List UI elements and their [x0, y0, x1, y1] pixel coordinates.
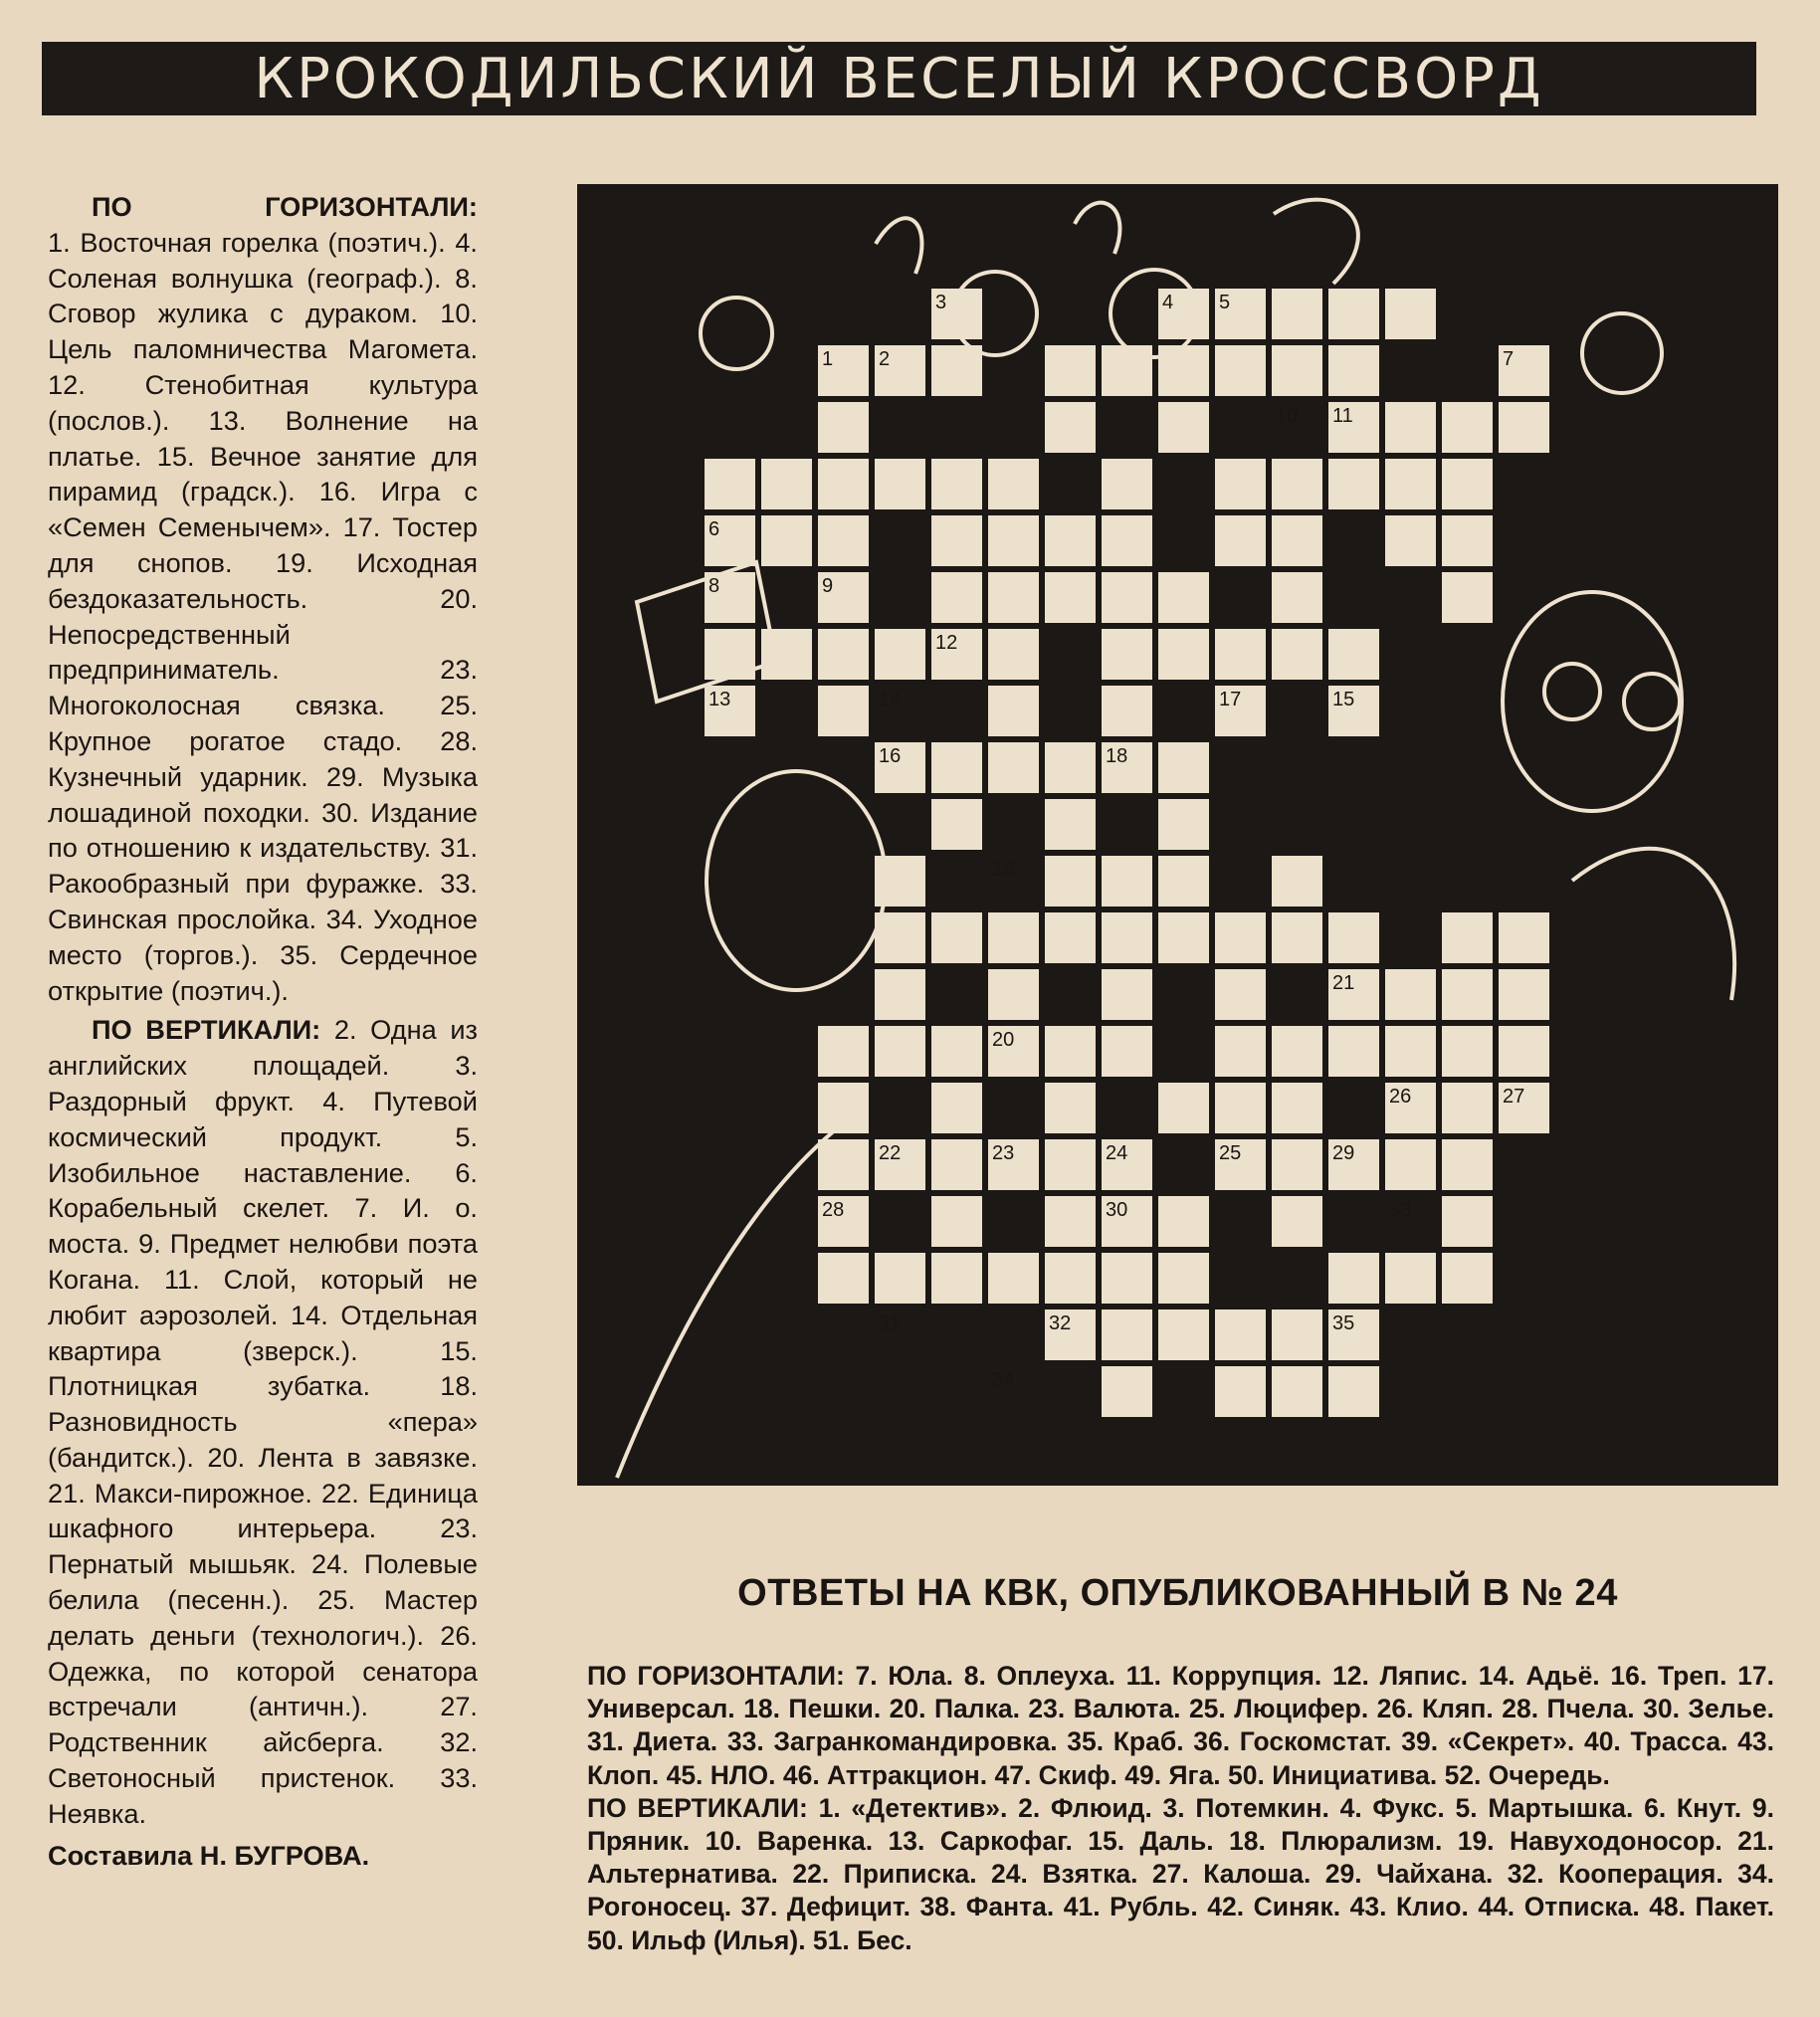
- grid-cell: [818, 629, 869, 680]
- grid-cell: [931, 1083, 982, 1133]
- grid-cell: [1102, 686, 1152, 736]
- grid-cell: [1102, 629, 1152, 680]
- title-banner: [42, 42, 1756, 115]
- grid-cell: [1102, 1026, 1152, 1077]
- grid-cell: [988, 459, 1039, 509]
- grid-number: 10: [1276, 405, 1299, 427]
- grid-cell: [1045, 515, 1096, 566]
- grid-cell: [818, 686, 869, 736]
- grid-cell: [1045, 402, 1096, 453]
- answers-title: ОТВЕТЫ НА КВК, ОПУБЛИКОВАННЫЙ В № 24: [737, 1572, 1618, 1614]
- grid-cell: [1215, 969, 1266, 1020]
- grid-number: 30: [1106, 1199, 1128, 1221]
- grid-cell: [1442, 402, 1493, 453]
- grid-cell: [1499, 402, 1549, 453]
- grid-cell: [1158, 345, 1209, 396]
- grid-cell: [1158, 1310, 1209, 1360]
- grid-number: 9: [822, 575, 834, 597]
- grid-cell: [818, 1083, 869, 1133]
- grid-cell: [1158, 1253, 1209, 1304]
- grid-cell: [931, 515, 982, 566]
- grid-cell: [1102, 856, 1152, 907]
- grid-number: 32: [1049, 1312, 1072, 1334]
- grid-number: 21: [1332, 972, 1355, 994]
- grid-cell: [875, 856, 925, 907]
- grid-cell: [1272, 1196, 1322, 1247]
- grid-cell: [1215, 1310, 1266, 1360]
- grid-cell: [1102, 969, 1152, 1020]
- grid-cell: [1442, 1139, 1493, 1190]
- grid-cell: [931, 1139, 982, 1190]
- grid-cell: [1102, 572, 1152, 623]
- answers-across: ПО ГОРИЗОНТАЛИ: 7. Юла. 8. Оплеуха. 11. Коррупция. 12. Ляпис. 14. Адьё. 16. Треп. 17. Универсал. 18. Пешки. 20. Палка. 23. Валюта. 25. Люцифер. 26. Кляп. 28. Пчела. 30. Зелье. 31. Диета. 33. Загранкомандировка. 35. Краб. 36. Госкомстат. 39. «Секрет». 40. Трасса. 43. Клоп. 45. НЛО. 46. Аттракцион. 47. Скиф. 49. Яга. 50. Инициатива. 52. Очередь.: [587, 1661, 1774, 1790]
- grid-number: 29: [1332, 1142, 1355, 1164]
- grid-cell: [1272, 345, 1322, 396]
- grid-number: 19: [992, 859, 1015, 881]
- grid-cell: [988, 969, 1039, 1020]
- grid-cell: [1385, 515, 1436, 566]
- grid-cell: [1102, 345, 1152, 396]
- grid-cell: [1045, 856, 1096, 907]
- grid-cell: [705, 629, 755, 680]
- grid-cell: [1215, 629, 1266, 680]
- grid-number: 20: [992, 1029, 1015, 1051]
- grid-cell: [1102, 1310, 1152, 1360]
- grid-cell: [1442, 1083, 1493, 1133]
- grid-cell: [1272, 856, 1322, 907]
- grid-cell: [818, 459, 869, 509]
- grid-cell: [1328, 1026, 1379, 1077]
- grid-cell: [1385, 402, 1436, 453]
- grid-cell: [1499, 969, 1549, 1020]
- grid-cell: [1385, 1253, 1436, 1304]
- grid-cell: [1215, 912, 1266, 963]
- grid-number: 13: [708, 689, 731, 710]
- grid-number: 8: [708, 575, 720, 597]
- grid-cell: [931, 1026, 982, 1077]
- grid-cell: [1499, 912, 1549, 963]
- grid-cell: [1272, 289, 1322, 339]
- grid-cell: [1328, 629, 1379, 680]
- grid-cell: [1045, 799, 1096, 850]
- grid-cell: [875, 969, 925, 1020]
- answers-down: ПО ВЕРТИКАЛИ: 1. «Детектив». 2. Флюид. 3. Потемкин. 4. Фукс. 5. Мартышка. 6. Кнут. 9. Пряник. 10. Варенка. 13. Саркофаг. 15. Даль. 18. Плюрализм. 19. Навуходоносор. 21. Альтернатива. 22. Приписка. 24. Взятка. 27. Калоша. 29. Чайхана. 32. Кооперация. 34. Рогоносец. 37. Дефицит. 38. Фанта. 41. Рубль. 42. Синяк. 43. Клио. 44. Отписка. 48. Пакет. 50. Ильф (Илья). 51. Бес.: [587, 1792, 1774, 1955]
- grid-cell: [1158, 799, 1209, 850]
- grid-cell: [705, 459, 755, 509]
- grid-cell: [988, 912, 1039, 963]
- grid-cell: [1045, 1139, 1096, 1190]
- grid-cell: [761, 629, 812, 680]
- grid-number: 31: [879, 1312, 902, 1334]
- across-heading: ПО ГОРИЗОНТАЛИ:: [92, 191, 478, 222]
- grid-cell: [1158, 572, 1209, 623]
- down-clues: 2. Одна из английских площадей. 3. Раздорный фрукт. 4. Путевой космический продукт. 5. Изобильное наставление. 6. Корабельный скелет. 7. И. о. моста. 9. Предмет нелюбви поэта Когана. 11. Слой, который не любит аэрозолей. 14. Отдельная квартира (зверск.). 15. Плотницкая зубатка. 18. Разновидность «пера» (бандитск.). 20. Лента в завязке. 21. Макси-пирожное. 22. Единица шкафного интерьера. 23. Пернатый мышьяк. 24. Полевые белила (песенн.). 25. Мастер делать деньги (технологич.). 26. Одежка, по которой сенатора встречали (античн.). 27. Родственник айсберга. 32. Светоносный пристенок. 33. Неявка.: [48, 1014, 478, 1829]
- grid-cell: [1272, 515, 1322, 566]
- grid-cell: [988, 572, 1039, 623]
- grid-number: 2: [879, 348, 891, 370]
- grid-number: 7: [1503, 348, 1515, 370]
- grid-cell: [931, 799, 982, 850]
- grid-cell: [1385, 289, 1436, 339]
- page-title: КРОКОДИЛЬСКИЙ ВЕСЕЛЫЙ КРОССВОРД: [254, 46, 1544, 111]
- grid-number: 14: [879, 689, 902, 710]
- grid-cell: [988, 515, 1039, 566]
- grid-cell: [1045, 1083, 1096, 1133]
- grid-cells: [705, 289, 1549, 1417]
- grid-cell: [1272, 912, 1322, 963]
- grid-cell: [875, 1253, 925, 1304]
- grid-cell: [931, 1196, 982, 1247]
- grid-cell: [988, 742, 1039, 793]
- crossword-grid: [577, 184, 1778, 1486]
- grid-cell: [818, 1026, 869, 1077]
- grid-cell: [931, 572, 982, 623]
- grid-cell: [931, 742, 982, 793]
- grid-number: 6: [708, 518, 720, 540]
- grid-cell: [1442, 912, 1493, 963]
- grid-cell: [1442, 1196, 1493, 1247]
- grid-number: 25: [1219, 1142, 1242, 1164]
- grid-cell: [931, 1253, 982, 1304]
- grid-cell: [1158, 742, 1209, 793]
- crossword-illustration: [577, 184, 1778, 1486]
- down-heading: ПО ВЕРТИКАЛИ:: [92, 1014, 321, 1046]
- grid-cell: [1158, 856, 1209, 907]
- grid-cell: [1442, 515, 1493, 566]
- grid-cell: [1102, 1253, 1152, 1304]
- grid-cell: [818, 1139, 869, 1190]
- grid-number: 22: [879, 1142, 902, 1164]
- grid-number: 18: [1106, 745, 1128, 767]
- grid-cell: [1272, 1366, 1322, 1417]
- grid-number: 11: [1332, 405, 1353, 427]
- grid-number: 12: [935, 632, 958, 654]
- grid-number: 26: [1389, 1086, 1412, 1108]
- grid-cell: [1102, 912, 1152, 963]
- author-credit: Составила Н. БУГРОВА.: [48, 1839, 370, 1871]
- grid-cell: [1272, 1139, 1322, 1190]
- grid-number: 24: [1106, 1142, 1128, 1164]
- grid-cell: [988, 686, 1039, 736]
- grid-number: 5: [1219, 292, 1231, 313]
- grid-cell: [1385, 969, 1436, 1020]
- grid-cell: [1102, 515, 1152, 566]
- grid-number: 17: [1219, 689, 1242, 710]
- grid-cell: [931, 459, 982, 509]
- grid-cell: [1158, 629, 1209, 680]
- grid-cell: [1215, 1083, 1266, 1133]
- grid-cell: [875, 459, 925, 509]
- grid-cell: [1045, 1253, 1096, 1304]
- grid-cell: [1215, 1366, 1266, 1417]
- grid-cell: [1442, 1026, 1493, 1077]
- grid-cell: [1158, 912, 1209, 963]
- grid-cell: [1102, 1366, 1152, 1417]
- grid-cell: [1385, 1026, 1436, 1077]
- grid-number: 27: [1503, 1086, 1525, 1108]
- grid-cell: [818, 515, 869, 566]
- grid-cell: [1328, 912, 1379, 963]
- grid-cell: [1045, 572, 1096, 623]
- grid-cell: [818, 1253, 869, 1304]
- grid-number: 23: [992, 1142, 1015, 1164]
- grid-number: 34: [992, 1369, 1015, 1391]
- grid-cell: [1215, 515, 1266, 566]
- grid-cell: [1328, 1253, 1379, 1304]
- grid-number: 4: [1162, 292, 1174, 313]
- grid-cell: [1215, 459, 1266, 509]
- grid-cell: [1272, 629, 1322, 680]
- grid-cell: [1385, 1139, 1436, 1190]
- grid-cell: [1328, 459, 1379, 509]
- grid-cell: [1272, 1026, 1322, 1077]
- grid-cell: [1442, 572, 1493, 623]
- grid-cell: [1499, 1026, 1549, 1077]
- grid-cell: [1045, 912, 1096, 963]
- clues-column: [48, 189, 478, 1873]
- grid-cell: [1158, 402, 1209, 453]
- grid-cell: [1442, 969, 1493, 1020]
- grid-number: 16: [879, 745, 902, 767]
- grid-cell: [1442, 1253, 1493, 1304]
- grid-cell: [1328, 289, 1379, 339]
- grid-number: 15: [1332, 689, 1355, 710]
- grid-cell: [1045, 345, 1096, 396]
- grid-cell: [931, 345, 982, 396]
- grid-cell: [875, 629, 925, 680]
- grid-cell: [931, 912, 982, 963]
- grid-cell: [1158, 1196, 1209, 1247]
- grid-cell: [1328, 1366, 1379, 1417]
- grid-cell: [988, 1253, 1039, 1304]
- grid-cell: [1442, 459, 1493, 509]
- grid-cell: [761, 459, 812, 509]
- grid-cell: [1215, 345, 1266, 396]
- grid-cell: [1158, 1083, 1209, 1133]
- grid-cell: [1045, 1196, 1096, 1247]
- grid-cell: [1102, 459, 1152, 509]
- grid-number: 1: [822, 348, 834, 370]
- answers-block: [577, 1660, 1774, 1957]
- grid-cell: [1272, 1083, 1322, 1133]
- grid-cell: [818, 402, 869, 453]
- grid-cell: [875, 1026, 925, 1077]
- grid-cell: [1272, 1310, 1322, 1360]
- grid-cell: [1385, 459, 1436, 509]
- grid-cell: [1272, 459, 1322, 509]
- grid-number: 3: [935, 292, 947, 313]
- grid-cell: [1045, 742, 1096, 793]
- grid-cell: [988, 629, 1039, 680]
- grid-cell: [1328, 345, 1379, 396]
- grid-number: 35: [1332, 1312, 1355, 1334]
- grid-cell: [761, 515, 812, 566]
- grid-number: 33: [1389, 1199, 1412, 1221]
- across-clues: 1. Восточная горелка (поэтич.). 4. Соленая волнушка (географ.). 8. Сговор жулика с дураком. 10. Цель паломничества Магомета. 12. Стенобитная культура (послов.). 13. Волнение на платье. 15. Вечное занятие для пирамид (градск.). 16. Игра с «Семен Семенычем». 17. Тостер для снопов. 19. Исходная бездоказательность. 20. Непосредственный предприниматель. 23. Многоколосная связка. 25. Крупное рогатое стадо. 28. Кузнечный ударник. 29. Музыка лошадиной походки. 30. Издание по отношению к издательству. 31. Ракообразный при фуражке. 33. Свинская прослойка. 34. Уходное место (торгов.). 35. Сердечное открытие (поэтич.).: [48, 226, 478, 1006]
- grid-cell: [875, 912, 925, 963]
- grid-cell: [1272, 572, 1322, 623]
- grid-cell: [1215, 1026, 1266, 1077]
- grid-cell: [1045, 1026, 1096, 1077]
- grid-number: 28: [822, 1199, 845, 1221]
